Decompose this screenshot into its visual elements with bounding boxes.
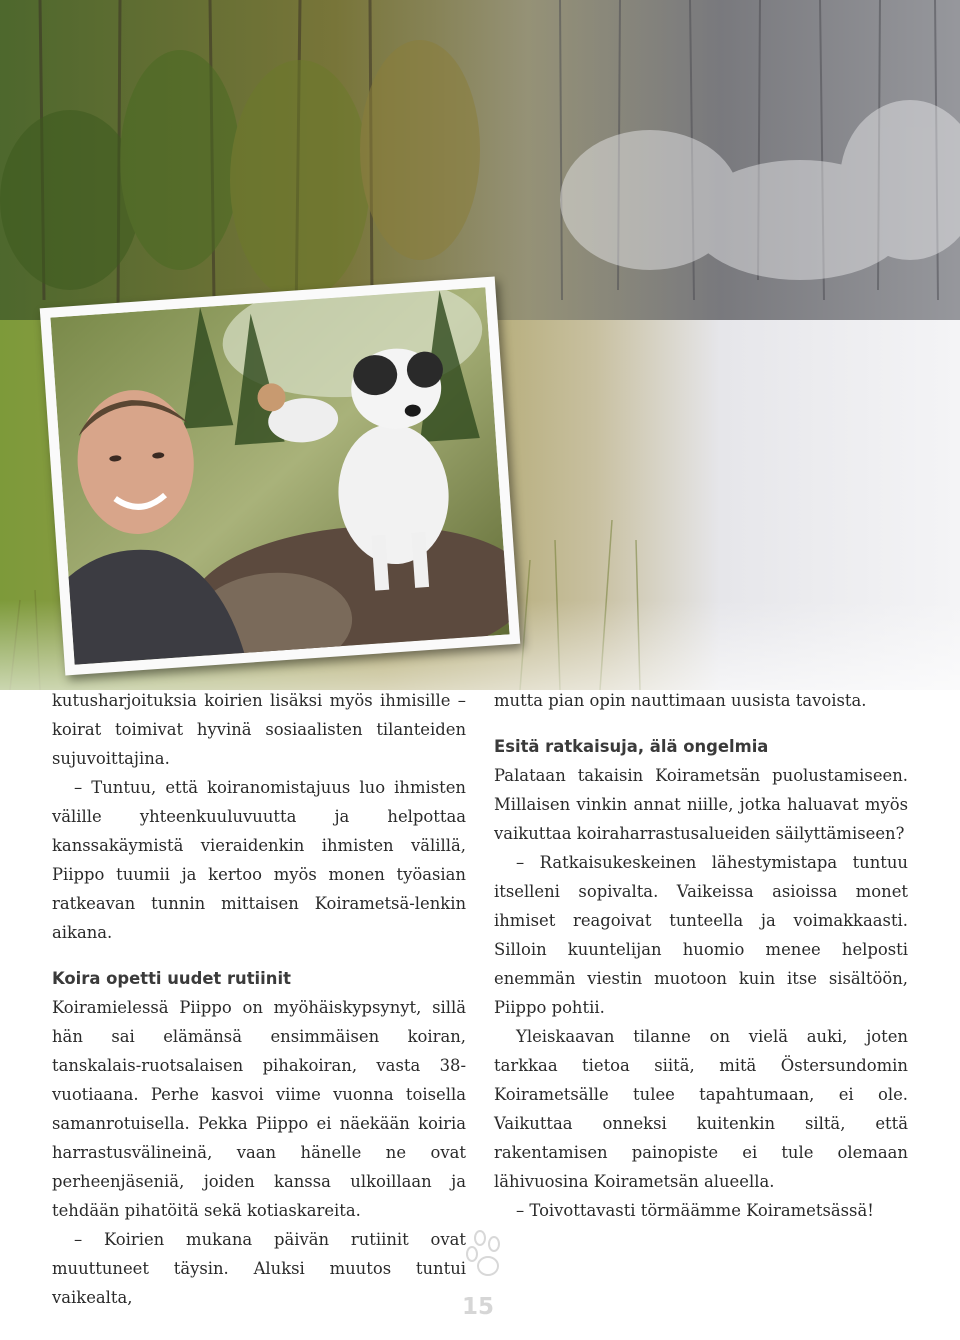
left-column [52,686,466,1312]
page-number: 15 [461,1294,494,1320]
section-heading: Koira opetti uudet rutiinit [52,969,291,988]
paw-print-icon [458,1230,518,1300]
body-paragraph: – Koirien mukana päivän rutiinit ovat muuttuneet täysin. Aluksi muutos tuntui vaikealta, [52,1230,466,1307]
man-with-dogs-photo [50,287,509,665]
body-paragraph: – Ratkaisukeskeinen lähestymistapa tuntuu itselleni sopivalta. Vaikeissa asioissa monet ihmiset reagoivat tunteella ja voimakkaasti. Silloin kuuntelijan huomio menee helposti enemmän viestin muotoon kuin itse sisältöön, Piippo pohtii. [494,853,908,1017]
body-paragraph: – Toivottavasti törmäämme Koirametsässä! [516,1201,874,1220]
right-column [494,686,908,1225]
body-paragraph: mutta pian opin nauttimaan uusista tavoista. [494,691,867,710]
section-heading: Esitä ratkaisuja, älä ongelmia [494,737,769,756]
body-paragraph: Yleiskaavan tilanne on vielä auki, joten tarkkaa tietoa siitä, mitä Östersundomin Koirametsälle tulee tapahtumaan, ei ole. Vaikuttaa onneksi kuitenkin siltä, että rakentamisen painopiste ei tule olemaan lähivuosina Koirametsän alueella. [494,1027,908,1191]
body-paragraph: kutusharjoituksia koirien lisäksi myös ihmisille – koirat toimivat hyvinä sosiaalisten tilanteiden sujuvoittajina. [52,691,466,768]
body-paragraph: Palataan takaisin Koirametsän puolustamiseen. Millaisen vinkin annat niille, jotka haluavat myös vaikuttaa koiraharrastusalueiden säilyttämiseen? [494,766,908,843]
body-paragraph: – Tuntuu, että koiranomistajuus luo ihmisten välille yhteenkuuluvuutta ja helpottaa kanssakäymistä vieraidenkin ihmisten välillä, Piippo tuumii ja kertoo myös monen työasian ratkeavan tunnin mittaisen Koirametsä-lenkin aikana. [52,778,466,942]
framed-photo [40,277,521,676]
body-paragraph: Koiramielessä Piippo on myöhäiskypsynyt, sillä hän sai elämänsä ensimmäisen koiran, tanskalais-ruotsalaisen pihakoiran, vasta 38-vuotiaana. Perhe kasvoi viime vuonna toisella samanrotuisella. Pekka Piippo ei näekään koiria harrastusvälineinä, vaan hänelle ne ovat perheenjäseniä, joiden kanssa ulkoillaan ja tehdään pihatöitä sekä kotiaskareita. [52,998,466,1220]
